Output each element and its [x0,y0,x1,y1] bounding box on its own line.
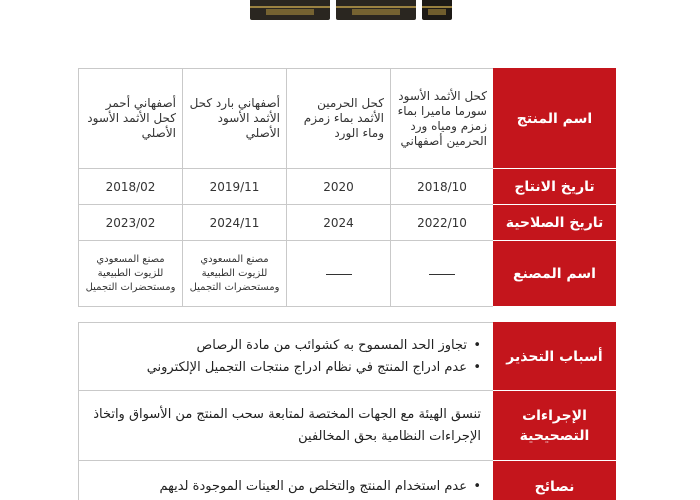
expiry-date-cell: 2022/10 [391,205,494,241]
expiry-date-cell: 2023/02 [79,205,183,241]
list-item: • عدم ادراج المنتج في نظام ادراج منتجات التجميل الإلكتروني [91,357,481,379]
production-date-cell: 2019/11 [183,169,287,205]
table-row [79,241,616,307]
production-date-cell: 2018/10 [391,169,494,205]
production-date-cell: 2020 [287,169,391,205]
dash-separator [326,274,352,275]
expiry-date-cell: 2024/11 [183,205,287,241]
list-item: • عدم استخدام المنتج والتخلص من العينات الموجودة لديهم [91,476,481,498]
info-table [78,322,616,500]
table-row [79,205,616,241]
header-product-name: اسم المنتج [494,69,616,169]
product-image [250,0,330,20]
manufacturer-cell: مصنع المسعودي للزيوت الطبيعية ومستحضرات التجميل [183,241,287,307]
table-row [79,323,616,391]
header-corrective-actions: الإجراءات التصحيحية [494,391,616,461]
manufacturer-cell: مصنع المسعودي للزيوت الطبيعية ومستحضرات التجميل [79,241,183,307]
table-row [79,461,616,500]
header-production-date: تاريخ الانتاج [494,169,616,205]
product-image [422,0,452,20]
expiry-date-cell: 2024 [287,205,391,241]
warning-reasons-cell [79,323,494,391]
product-name-cell: أصفهاني أحمر كحل الأثمد الأسود الأصلي [79,69,183,169]
production-date-cell: 2018/02 [79,169,183,205]
product-name-cell: كحل الحرمين الأثمد بماء زمزم وماء الورد [287,69,391,169]
product-name-cell: كحل الأثمد الأسود سورما ماميرا بماء زمزم ومياه ورد الحرمين أصفهاني [391,69,494,169]
header-warning-reasons: أسباب التحذير [494,323,616,391]
manufacturer-cell [287,241,391,307]
header-advice: نصائح [494,461,616,500]
header-expiry-date: تاريخ الصلاحية [494,205,616,241]
corrective-actions-cell: تنسق الهيئة مع الجهات المختصة لمتابعة سحب المنتج من الأسواق واتخاذ الإجراءات النظامية بحق المخالفين [79,391,494,461]
table-row [79,391,616,461]
manufacturer-cell [391,241,494,307]
warning-reasons-list [91,335,481,379]
table-row [79,169,616,205]
header-manufacturer: اسم المصنع [494,241,616,307]
product-name-cell: أصفهاني بارد كحل الأثمد الأسود الأصلي [183,69,287,169]
list-item: • تجاوز الحد المسموح به كشوائب من مادة الرصاص [91,335,481,357]
product-image [336,0,416,20]
products-table [78,68,616,307]
advice-cell [79,461,494,500]
product-images-strip [250,0,452,24]
advice-list [91,476,481,498]
dash-separator [429,274,455,275]
table-row [79,69,616,169]
